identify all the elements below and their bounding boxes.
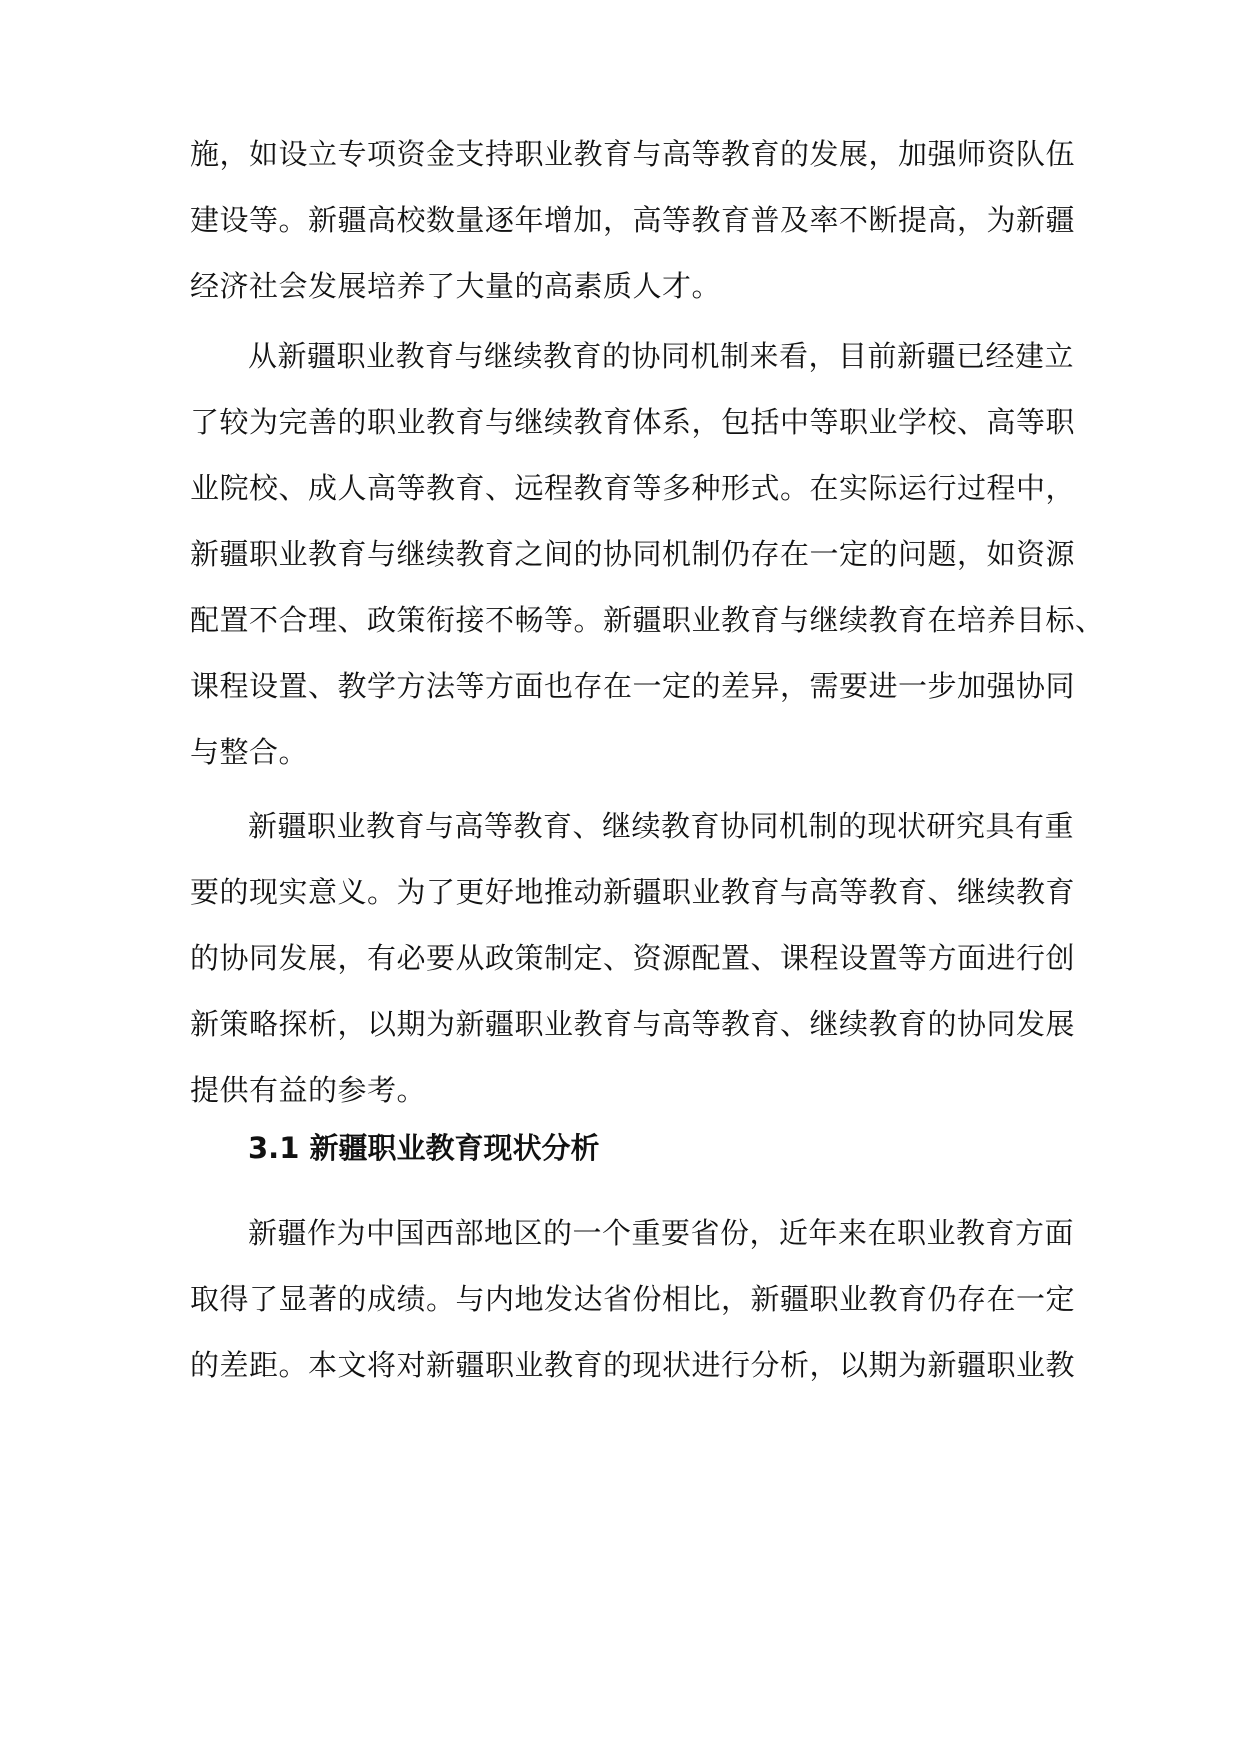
text-line: 新疆职业教育与高等教育、继续教育协同机制的现状研究具有重: [248, 809, 1075, 843]
text-line: 新疆职业教育与继续教育之间的协同机制仍存在一定的问题，如资源: [190, 537, 1076, 571]
text-line: 提供有益的参考。: [190, 1073, 427, 1107]
text-line: 配置不合理、政策衔接不畅等。新疆职业教育与继续教育在培养目标、: [190, 603, 1105, 637]
text-line: 新疆作为中国西部地区的一个重要省份，近年来在职业教育方面: [248, 1216, 1075, 1250]
text-line: 课程设置、教学方法等方面也存在一定的差异，需要进一步加强协同: [190, 669, 1076, 703]
paragraph-research-significance: [190, 793, 1076, 1123]
text-line: 的协同发展，有必要从政策制定、资源配置、课程设置等方面进行创: [190, 941, 1076, 975]
text-line: 经济社会发展培养了大量的高素质人才。: [190, 269, 722, 303]
text-line: 了较为完善的职业教育与继续教育体系，包括中等职业学校、高等职: [190, 405, 1076, 439]
paragraph-status-analysis: [190, 1200, 1076, 1398]
text-line: 与整合。: [190, 735, 309, 769]
text-line: 的差距。本文将对新疆职业教育的现状进行分析，以期为新疆职业教: [190, 1348, 1076, 1382]
text-line: 从新疆职业教育与继续教育的协同机制来看，目前新疆已经建立: [248, 339, 1075, 373]
section-heading: 3.1 新疆职业教育现状分析: [248, 1131, 600, 1165]
text-line: 业院校、成人高等教育、远程教育等多种形式。在实际运行过程中，: [190, 471, 1076, 505]
text-line: 施，如设立专项资金支持职业教育与高等教育的发展，加强师资队伍: [190, 137, 1076, 171]
paragraph-continuation: [190, 121, 1076, 319]
paragraph-collaboration-mechanism: [190, 323, 1105, 785]
text-line: 取得了显著的成绩。与内地发达省份相比，新疆职业教育仍存在一定: [190, 1282, 1076, 1316]
text-line: 新策略探析，以期为新疆职业教育与高等教育、继续教育的协同发展: [190, 1007, 1076, 1041]
text-line: 要的现实意义。为了更好地推动新疆职业教育与高等教育、继续教育: [190, 875, 1076, 909]
text-line: 建设等。新疆高校数量逐年增加，高等教育普及率不断提高，为新疆: [190, 203, 1076, 237]
